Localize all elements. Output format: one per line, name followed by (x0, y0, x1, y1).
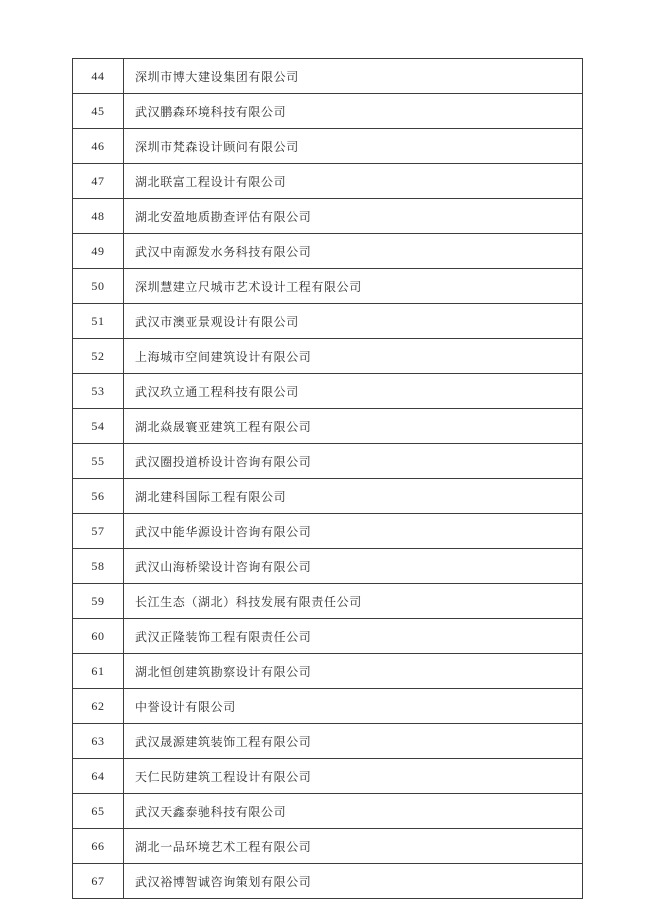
table-row (73, 129, 583, 164)
table-row (73, 374, 583, 409)
row-number-cell: 54 (73, 409, 124, 444)
table-row (73, 759, 583, 794)
row-number-cell: 55 (73, 444, 124, 479)
row-number-cell: 67 (73, 864, 124, 899)
table-row (73, 794, 583, 829)
table-row (73, 234, 583, 269)
table-row (73, 864, 583, 899)
table-row (73, 724, 583, 759)
company-name-cell: 武汉裕博智诚咨询策划有限公司 (124, 864, 583, 899)
row-number-cell: 58 (73, 549, 124, 584)
row-number-cell: 52 (73, 339, 124, 374)
row-number-cell: 64 (73, 759, 124, 794)
row-number-cell: 60 (73, 619, 124, 654)
row-number-cell: 48 (73, 199, 124, 234)
table-row (73, 584, 583, 619)
row-number-cell: 56 (73, 479, 124, 514)
row-number-cell: 45 (73, 94, 124, 129)
company-name-cell: 湖北焱晟寰亚建筑工程有限公司 (124, 409, 583, 444)
row-number-cell: 59 (73, 584, 124, 619)
company-name-cell: 武汉天鑫泰驰科技有限公司 (124, 794, 583, 829)
table-row (73, 514, 583, 549)
company-name-cell: 湖北建科国际工程有限公司 (124, 479, 583, 514)
table-row (73, 304, 583, 339)
company-name-cell: 深圳慧建立尺城市艺术设计工程有限公司 (124, 269, 583, 304)
company-name-cell: 武汉圈投道桥设计咨询有限公司 (124, 444, 583, 479)
table-row (73, 199, 583, 234)
company-name-cell: 武汉中能华源设计咨询有限公司 (124, 514, 583, 549)
table-row (73, 479, 583, 514)
table-row (73, 409, 583, 444)
row-number-cell: 44 (73, 59, 124, 94)
row-number-cell: 61 (73, 654, 124, 689)
row-number-cell: 49 (73, 234, 124, 269)
company-name-cell: 武汉正隆装饰工程有限责任公司 (124, 619, 583, 654)
company-name-cell: 湖北一品环境艺术工程有限公司 (124, 829, 583, 864)
company-name-cell: 深圳市博大建设集团有限公司 (124, 59, 583, 94)
company-name-cell: 武汉玖立通工程科技有限公司 (124, 374, 583, 409)
company-name-cell: 武汉山海桥梁设计咨询有限公司 (124, 549, 583, 584)
company-name-cell: 湖北恒创建筑勘察设计有限公司 (124, 654, 583, 689)
table-row (73, 654, 583, 689)
table-row (73, 829, 583, 864)
table-row (73, 619, 583, 654)
row-number-cell: 51 (73, 304, 124, 339)
row-number-cell: 47 (73, 164, 124, 199)
company-name-cell: 武汉中南源发水务科技有限公司 (124, 234, 583, 269)
table-row (73, 549, 583, 584)
table-row (73, 94, 583, 129)
table-row (73, 59, 583, 94)
row-number-cell: 57 (73, 514, 124, 549)
table-row (73, 444, 583, 479)
table-row (73, 269, 583, 304)
company-name-cell: 武汉晟源建筑装饰工程有限公司 (124, 724, 583, 759)
company-name-cell: 中誉设计有限公司 (124, 689, 583, 724)
row-number-cell: 66 (73, 829, 124, 864)
table-row (73, 689, 583, 724)
row-number-cell: 63 (73, 724, 124, 759)
row-number-cell: 46 (73, 129, 124, 164)
company-table (72, 58, 583, 899)
company-name-cell: 上海城市空间建筑设计有限公司 (124, 339, 583, 374)
company-name-cell: 深圳市梵森设计顾问有限公司 (124, 129, 583, 164)
table-row (73, 339, 583, 374)
row-number-cell: 50 (73, 269, 124, 304)
company-name-cell: 湖北安盈地质勘查评估有限公司 (124, 199, 583, 234)
row-number-cell: 62 (73, 689, 124, 724)
company-table-body (73, 59, 583, 899)
company-name-cell: 湖北联富工程设计有限公司 (124, 164, 583, 199)
table-row (73, 164, 583, 199)
company-name-cell: 武汉市澳亚景观设计有限公司 (124, 304, 583, 339)
company-name-cell: 长江生态（湖北）科技发展有限责任公司 (124, 584, 583, 619)
company-name-cell: 武汉鹏森环境科技有限公司 (124, 94, 583, 129)
company-name-cell: 天仁民防建筑工程设计有限公司 (124, 759, 583, 794)
row-number-cell: 65 (73, 794, 124, 829)
row-number-cell: 53 (73, 374, 124, 409)
